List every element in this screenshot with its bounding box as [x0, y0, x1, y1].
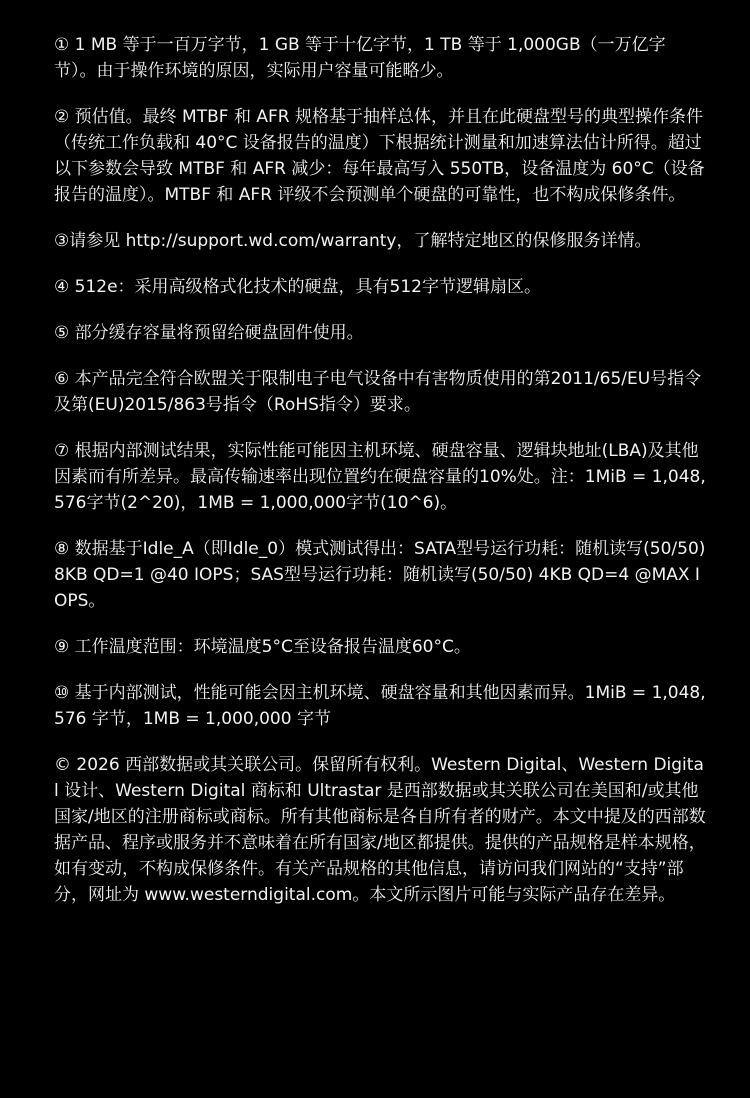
footnote-power: ⑧ 数据基于Idle_A（即Idle_0）模式测试得出：SATA型号运行功耗：随机读写(50/50) 8KB QD=1 @40 IOPS；SAS型号运行功耗：随机读写(50/50) 4KB QD=4 @MAX IOPS。 — [54, 539, 706, 611]
footnote-cache: ⑤ 部分缓存容量将预留给硬盘固件使用。 — [54, 323, 364, 343]
footnote-performance: ⑦ 根据内部测试结果，实际性能可能因主机环境、硬盘容量、逻辑块地址(LBA)及其他因素而有所差异。最高传输速率出现位置约在硬盘容量的10%处。注：1MiB = 1,048,576字节(2^20)，1MB = 1,000,000字节(10^6)。 — [54, 441, 706, 513]
footnote-mtbf-afr: ② 预估值。最终 MTBF 和 AFR 规格基于抽样总体，并且在此硬盘型号的典型操作条件（传统工作负载和 40°C 设备报告的温度）下根据统计测量和加速算法估计所得。超过以下参数会导致 MTBF 和 AFR 减少：每年最高写入 550TB，设备温度为 60°C（设备报告的温度）。MTBF 和 AFR 评级不会预测单个硬盘的可靠性，也不构成保修条件。 — [54, 107, 705, 205]
footnote-512e: ④ 512e：采用高级格式化技术的硬盘，具有512字节逻辑扇区。 — [54, 277, 541, 297]
footnote-warranty: ③请参见 http://support.wd.com/warranty，了解特定地区的保修服务详情。 — [54, 231, 652, 251]
footnotes-list — [54, 32, 708, 928]
copyright-notice: © 2026 西部数据或其关联公司。保留所有权利。Western Digital、Western Digital 设计、Western Digital 商标和 Ultrastar 是西部数据或其关联公司在美国和/或其他国家/地区的注册商标或商标。所有其他商标是各自所有者的财产。本文中提及的西部数据产品、程序或服务并不意味着在所有国家/地区都提供。提供的产品规格是样本规格，如有变动，不构成保修条件。有关产品规格的其他信息，请访问我们网站的“支持”部分，网址为 www.westerndigital.com。本文所示图片可能与实际产品存在差异。 — [54, 755, 706, 905]
footnote-capacity: ① 1 MB 等于一百万字节，1 GB 等于十亿字节，1 TB 等于 1,000GB（一万亿字节）。由于操作环境的原因，实际用户容量可能略少。 — [54, 35, 666, 81]
footnote-temperature: ⑨ 工作温度范围：环境温度5°C至设备报告温度60°C。 — [54, 637, 471, 657]
footnote-rohs: ⑥ 本产品完全符合欧盟关于限制电子电气设备中有害物质使用的第2011/65/EU号指令及第(EU)2015/863号指令（RoHS指令）要求。 — [54, 369, 702, 415]
footnote-internal-testing: ⑩ 基于内部测试，性能可能会因主机环境、硬盘容量和其他因素而异。1MiB = 1,048,576 字节，1MB = 1,000,000 字节 — [54, 683, 706, 729]
